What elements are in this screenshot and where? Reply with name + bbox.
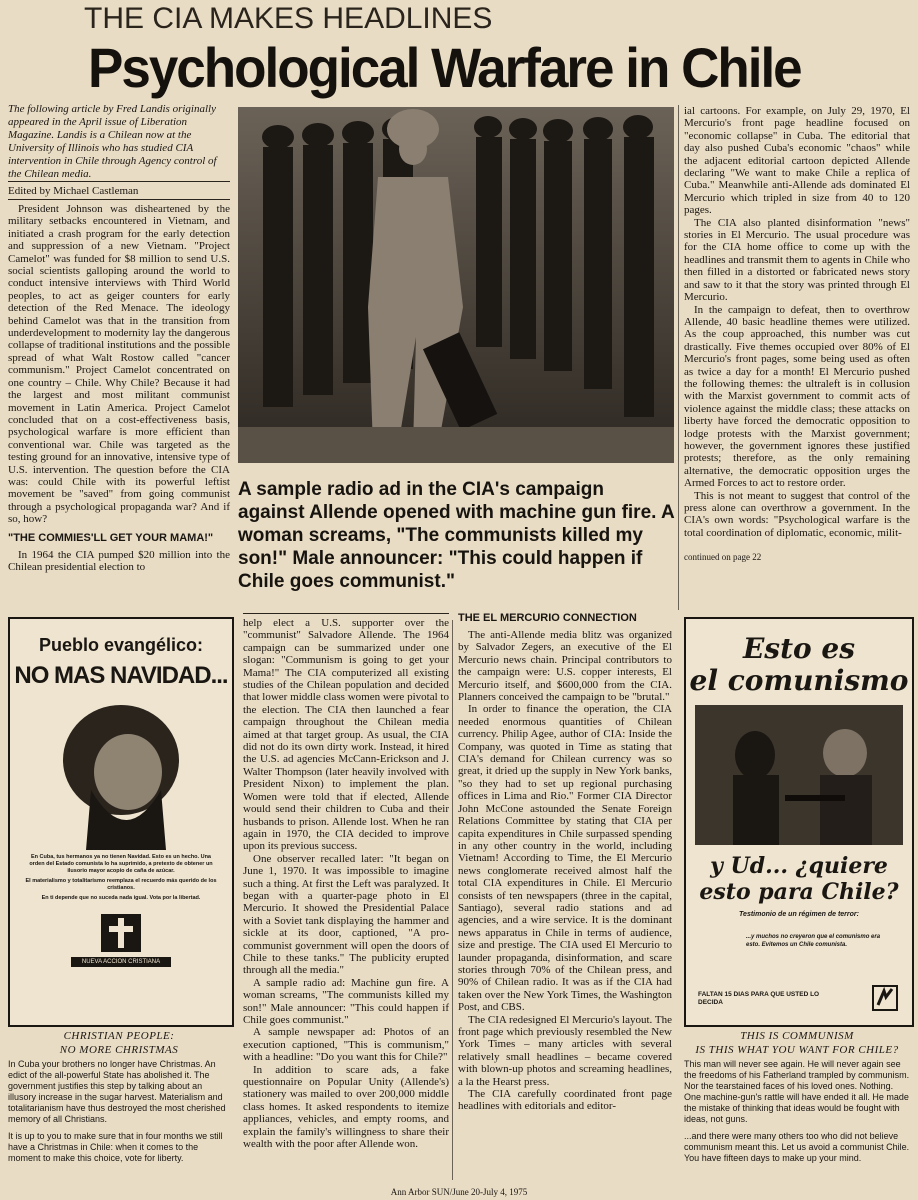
column-1 xyxy=(8,203,230,573)
section-kicker: THE CIA MAKES HEADLINES xyxy=(84,2,493,35)
ad-headline: Esto es xyxy=(742,632,856,665)
soldiers-photo xyxy=(238,107,674,463)
christmas-ad xyxy=(8,617,234,1027)
paragraph: The CIA also planted disinformation "news" stories in El Mercurio. The usual procedure was for the CIA home office to come up with the headlines and transmit them to agents in Chile who then filled in a distorted or fabricated news story and saw to it that the story was printed through El Mercurio. xyxy=(684,216,910,304)
paragraph: In addition to scare ads, a fake questionnaire on Popular Unity (Allende's) stationery was mailed to over 200,000 middle class homes. It asked respondents to itemize appliances, vehicles, and empty rooms, and explain the family's willingness to share their wealth with the poor after Allende won. xyxy=(243,1063,449,1151)
execution-photo xyxy=(695,705,903,845)
ad-fine-print: En Cuba, tus hermanos ya no tienen Navidad. Esto es un hecho. Una orden del Estado comunista lo ha suprimido, a pretexto de obtener un ilusorio mayor acopio de caña de azúcar. xyxy=(29,854,213,874)
paragraph: A sample newspaper ad: Photos of an execution captioned, "This is communism," with a headline: "Do you want this for Chile?" xyxy=(243,1026,449,1064)
column-2 xyxy=(243,617,449,1150)
ad-fine-print: FALTAN 15 DIAS PARA QUE USTED LO DECIDA xyxy=(698,991,820,1006)
divider xyxy=(243,613,449,614)
translation-title: THIS IS COMMUNISM xyxy=(740,1030,854,1042)
ad-line: Pueblo evangélico: xyxy=(38,635,204,655)
paragraph: The CIA carefully coordinated front page headlines with editorials and editor- xyxy=(458,1088,672,1113)
intro-blurb: The following article by Fred Landis originally appeared in the April issue of Liberation Magazine. Landis is a Chilean now at the University of Illinois who has studied CIA intervention in Chile through Agency control of the Chilean media. xyxy=(8,103,217,180)
column-4 xyxy=(684,105,910,564)
castro-portrait xyxy=(36,700,206,850)
divider xyxy=(8,199,230,200)
paragraph: The CIA redesigned El Mercurio's layout. The front page which previously resembled the New York Times – many articles with several relatively small headlines – became covered with blown-up photos and screaming headlines, a la the Hearst press. xyxy=(458,1013,672,1088)
column-divider xyxy=(678,105,679,610)
translation-title: IS THIS WHAT YOU WANT FOR CHILE? xyxy=(695,1044,899,1056)
paragraph: In the campaign to defeat, then to overthrow Allende, 40 basic headline themes were utilized. As the coup approached, this number was cut drastically. Five themes occupied over 80% of El Mercurio's front pages, some being used as often as twice a day for a month! El Mercurio pushed the following themes: the ultraleft is in collusion with the Marxist government to commit acts of violence against the middle class; these attacks on liberty have forced the democratic opposition to lodge protests with the Marxist government; however, the government ignores these justified protests; therefore, as the only remaining alternative, the democratic opposition urges the Armed Forces to act to restore order. xyxy=(684,303,910,490)
ad-headline: el comunismo xyxy=(689,664,909,697)
paragraph: ial cartoons. For example, on July 29, 1970, El Mercurio's front page headline focused on "economic collapse" in Cuba. The editorial that day also pushed Cuba's economic "chaos" while the adjacent editorial cartoon depicted Allende declaring "We want to make Chile a replica of Cuba." Meanwhile anti-Allende ads dominated El Mercurio which tripled in size from 40 to 120 pages. xyxy=(684,105,910,217)
subheading: THE EL MERCURIO CONNECTION xyxy=(458,612,637,624)
paragraph: This is not meant to suggest that control of the press alone can overthrow a government. In the CIA's own words: "Psychological warfare is the total coordination of diplomatic, economic, milit- xyxy=(684,489,910,539)
continued-note: continued on page 22 xyxy=(684,552,762,563)
paragraph: A sample radio ad: Machine gun fire. A woman screams, "The communists killed my son!" Male announcer: "This could happen if Chile goes communist." xyxy=(243,976,449,1026)
column-divider xyxy=(452,620,453,1180)
photo-caption: A sample radio ad in the CIA's campaign against Allende opened with machine gun fire. A woman screams, "The communists killed my son!" Male announcer: "This could happen if Chile goes communist." xyxy=(238,479,674,592)
ad-headline: y Ud... ¿quiere xyxy=(710,853,888,879)
paragraph: In order to finance the operation, the CIA needed enormous quantities of Chilean currency. Philip Agee, author of CIA: Inside the Company, was quoted in Time as stating that CIA's demand for Chilean currency was so great, it dried up the supply in New York banks, "so they had to set up regional purchasing offices in Lima and Rio." Former CIA Director John McCone astounded the Senate Foreign Relations Committee by stating that CIA per capita expenditures in Chile surpassed spending in any other country in the world, including Vietnam! According to Time, the El Mercurio news conglomerate received almost half the total CIA expenditures in Chile. El Mercurio consists of ten newspapers (three in the capital, Santiago), several radio stations and ad agencies, and a wire service. It is the dominant news apparatus in Chile in terms of audience, size and prestige. The CIA used El Mercurio to launder propaganda, disinformation, and scare stories through 70% of the Chilean press, and 90% of Chilean radio. It was as if the CIA had taken over the New York Times, the Washington Post, and CBS. xyxy=(458,703,672,1014)
ad-fine-print: Testimonio de un régimen de terror: xyxy=(739,911,859,918)
translation-title: NO MORE CHRISTMAS xyxy=(59,1044,179,1056)
paragraph: The anti-Allende media blitz was organized by Salvador Zegers, an executive of the El Mercurio news chain. Principal contributors to the campaign were: U.S. copper interests, El Mercurio itself, and $600,000 from the CIA. Planners conceived the campaign to be "brutal." xyxy=(458,629,672,704)
paragraph: In 1964 the CIA pumped $20 million into the Chilean presidential election to xyxy=(8,548,230,573)
ad-fine-print: El materialismo y totalitarismo reemplaza el recuerdo más querido de los cristianos. xyxy=(25,878,217,891)
translation-text: It is up to you to make sure that in four months we still have a Christmas in Chile: when it comes to the moment to make this choice, vote for liberty. xyxy=(8,1131,223,1163)
translation-text: This man will never see again. He will never again see the freedoms of his Fatherland trampled by communism. Nor the tearstained faces of his loved ones. Nothing. One machine-gun's rattle will have ended it all. He made the mistake of thinking that ideas would be fought with ideas, not guns. xyxy=(684,1059,910,1124)
translation-title: CHRISTIAN PEOPLE: xyxy=(63,1030,175,1042)
communism-ad xyxy=(684,617,914,1027)
ad-logo-text: NUEVA ACCION CRISTIANA xyxy=(71,957,171,967)
christmas-ad-translation xyxy=(8,1029,230,1164)
divider xyxy=(8,181,230,182)
page-title: Psychological Warfare in Chile xyxy=(88,37,801,100)
translation-text: ...and there were many others too who did not believe communism meant this. Let us avoid a communist Chile. You have fifteen days to make up your mind. xyxy=(684,1131,910,1163)
translation-text: In Cuba your brothers no longer have Christmas. An edict of the all-powerful State has abolished it. The government justifies this step by talking about an illusory increase in the sugar harvest. Materialism and totalitarianism have thus destroyed the most cherished memory of all Christians. xyxy=(8,1059,226,1124)
paragraph: President Johnson was disheartened by the military setbacks encountered in Vietnam, and initiated a crash program for the early detection and suppression of a new Vietnam. "Project Camelot" was funded for $8 million to send U.S. social scientists galloping around the world to conduct intensive interviews with Third World peoples, to act as geiger counters for early detection of the Red Menace. The ideology behind Camelot was that in the transition from underdevelopment to modernity lay the dangerous collapse of traditional institutions and the possible spread of what Walt Rostow called "cancer communism." Project Camelot concentrated on one country – Chile. Why Chile? Because it had the largest and most militant communist movement in Latin America. Project Camelot concluded that on a cost-effectiveness basis, psychological warfare is more efficient than conventional war. Chile was targeted as the testing ground for an innovative, intensive type of U.S. intervention. The question before the CIA was: could Chile with its powerful leftist movement be "saved" from going communist through a psychological propaganda war? And if so, how? xyxy=(8,203,230,526)
editor-credit: Edited by Michael Castleman xyxy=(8,185,139,197)
ad-headline: esto para Chile? xyxy=(699,879,899,905)
ad-fine-print: ...y muchos no creyeron que el comunismo era esto. Evitemos un Chile comunista. xyxy=(746,934,881,948)
ad-fine-print: En ti depende que no suceda nada igual. Vota por la libertad. xyxy=(41,895,201,901)
subheading: "THE COMMIES'LL GET YOUR MAMA!" xyxy=(8,531,214,544)
paragraph: help elect a U.S. supporter over the "communist" Salvadore Allende. The 1964 campaign can be summarized under one slogan: "Communism is going to get your Mama!" The CIA computerized all existing studies of the Chilean population and decided that lower middle class women were pivotal to the election. The CIA then launched a fear campaign throughout the Chilean media aimed at that target group. As usual, the CIA did not do its own dirty work. Instead, it hired the U.S. ad agencies McCann-Erickson and J. Walter Thompson (later heavily involved with President Nixon) to implement the plan. Women were told that if elected, Allende would send their children to Cuba and their husbands to prison. Allende lost. When he ran again in 1970, the CIA decided to improve upon its previous success. xyxy=(243,617,449,853)
ad-headline: NO MAS NAVIDAD... xyxy=(14,662,228,689)
column-3 xyxy=(458,612,672,1113)
paragraph: One observer recalled later: "It began on June 1, 1970. It was impossible to imagine such a thing. At first the Left was paralyzed. It began with a quarter-page photo in El Mercurio. It showed the Presidential Palace with a Soviet tank displaying the hammer and sickle at its door, captioned, "A pro-communist government will open the doors of Chile to these tanks." The publicity erupted through all the media." xyxy=(243,852,449,977)
cross-logo-icon xyxy=(101,914,141,952)
page-footer: Ann Arbor SUN/June 20-July 4, 1975 xyxy=(390,1187,528,1197)
party-logo-icon xyxy=(872,985,898,1011)
communism-ad-translation xyxy=(684,1029,910,1164)
